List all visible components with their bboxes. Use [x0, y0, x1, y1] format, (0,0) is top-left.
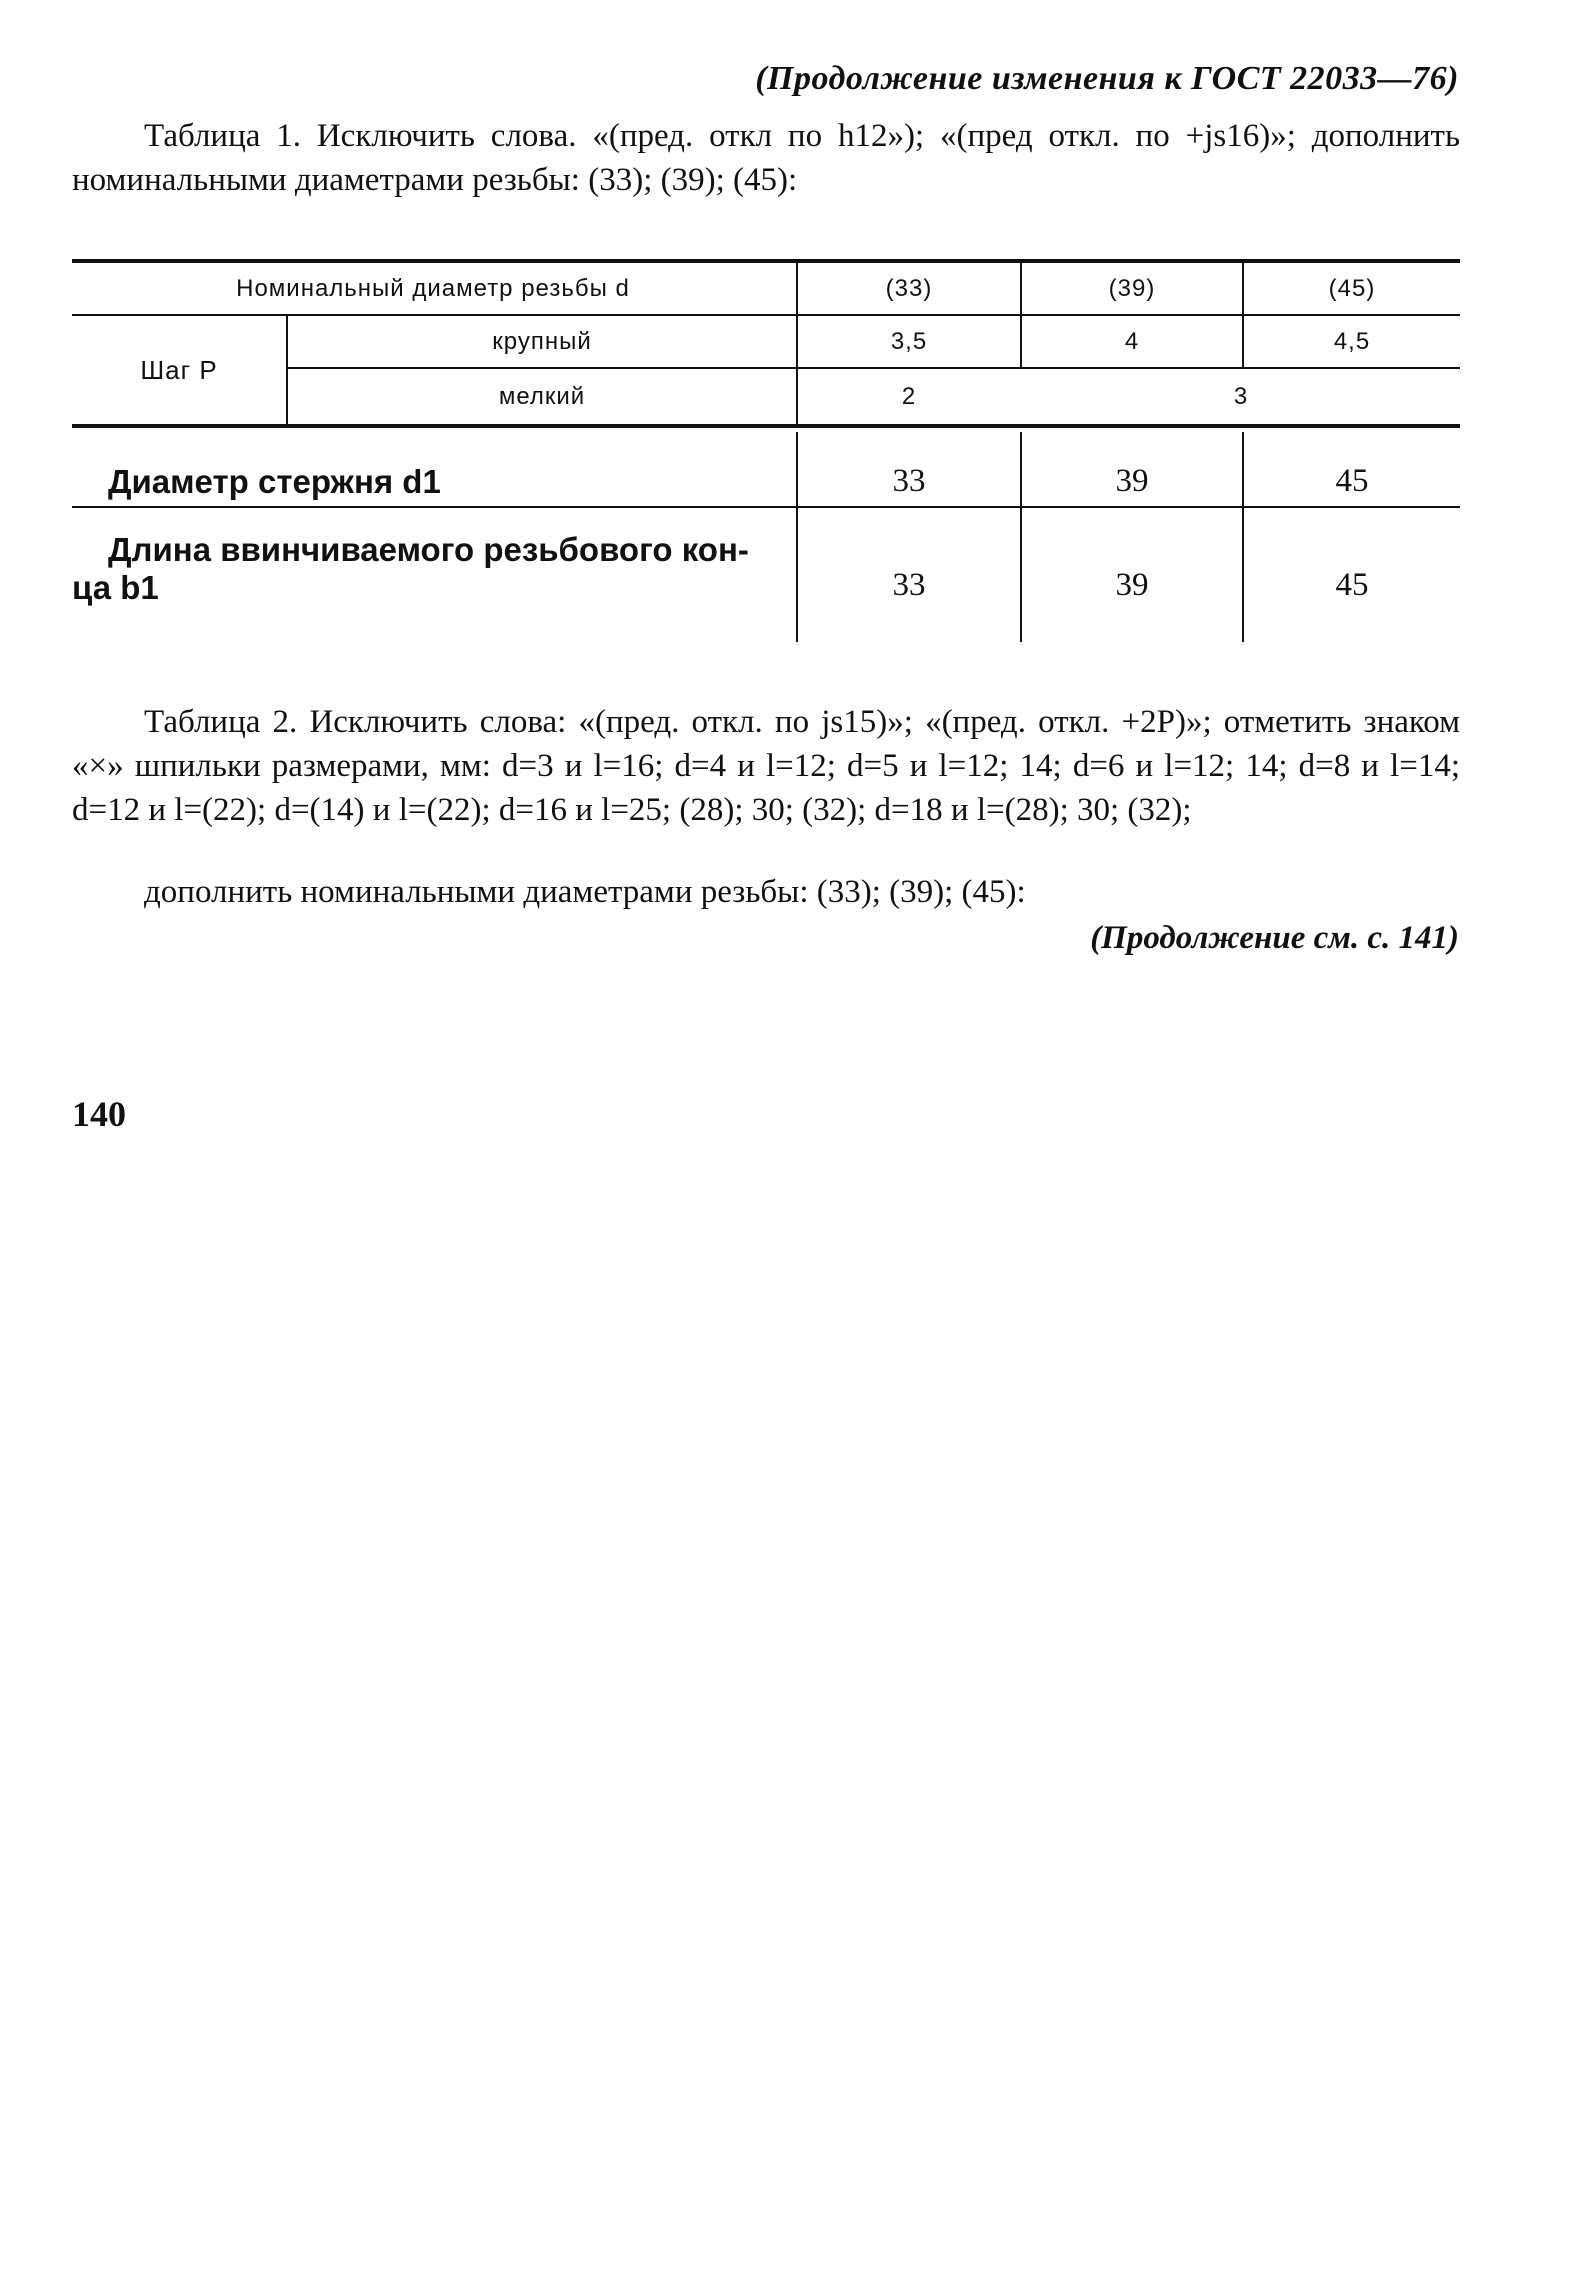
page-number: 140: [72, 1094, 126, 1134]
table-rule: [72, 424, 1460, 428]
thread-length-33: 33: [892, 566, 926, 603]
fine-value-33: 2: [901, 382, 917, 410]
thread-length-label-line2: ца b1: [72, 569, 159, 606]
page-header: (Продолжение изменения к ГОСТ 22033—76): [755, 60, 1459, 97]
rod-diameter-45: 45: [1335, 462, 1369, 499]
thread-length-45: 45: [1335, 566, 1369, 603]
thread-length-39: 39: [1115, 566, 1149, 603]
paragraph-add-diameters: [72, 870, 1460, 914]
coarse-value-33: 3,5: [890, 327, 928, 355]
header-cell-45: (45): [1328, 274, 1376, 302]
continuation-note: (Продолжение см. с. 141): [1090, 920, 1459, 956]
rod-diameter-39: 39: [1115, 462, 1149, 499]
fine-label-cell: мелкий: [498, 382, 586, 410]
rod-diameter-33: 33: [892, 462, 926, 499]
paragraph-text: Таблица 2. Исключить слова: «(пред. откл. по js15)»; «(пред. откл. +2Р)»; отметить знаком «×» шпильки размерами, мм: d=3 и l=16; d=4 и l=12; d=5 и l=12; 14; d=6 и l=12; 14; d=8 и l=14; d=12 и l=(22); d=(14) и l=(22); d=16 и l=25; (28); 30; (32); d=18 и l=(28); 30; (32);: [72, 704, 1460, 828]
table-rule: [72, 506, 1460, 508]
thread-length-label-line1: Длина ввинчиваемого резьбового кон-: [108, 531, 749, 568]
header-cell-39: (39): [1108, 274, 1156, 302]
paragraph-text: дополнить номинальными диаметрами резьбы: (33); (39); (45):: [144, 874, 1026, 910]
step-label-cell: Шаг P: [140, 354, 218, 385]
paragraph-table2-changes: [72, 700, 1460, 832]
paragraph-text: Таблица 1. Исключить слова. «(пред. откл по h12»); «(пред откл. по +js16)»; дополнить номинальными диаметрами резьбы: (33); (39); (45):: [72, 118, 1460, 198]
coarse-value-45: 4,5: [1333, 327, 1371, 355]
rod-diameter-label: Диаметр стержня d1: [108, 463, 441, 500]
header-cell-nominal-diameter: Номинальный диаметр резьбы d: [236, 274, 630, 302]
header-cell-33: (33): [885, 274, 933, 302]
coarse-value-39: 4: [1124, 327, 1140, 355]
paragraph-table1-changes: [72, 114, 1460, 202]
fine-value-39-45: 3: [1233, 382, 1249, 410]
coarse-label-cell: крупный: [492, 327, 592, 355]
